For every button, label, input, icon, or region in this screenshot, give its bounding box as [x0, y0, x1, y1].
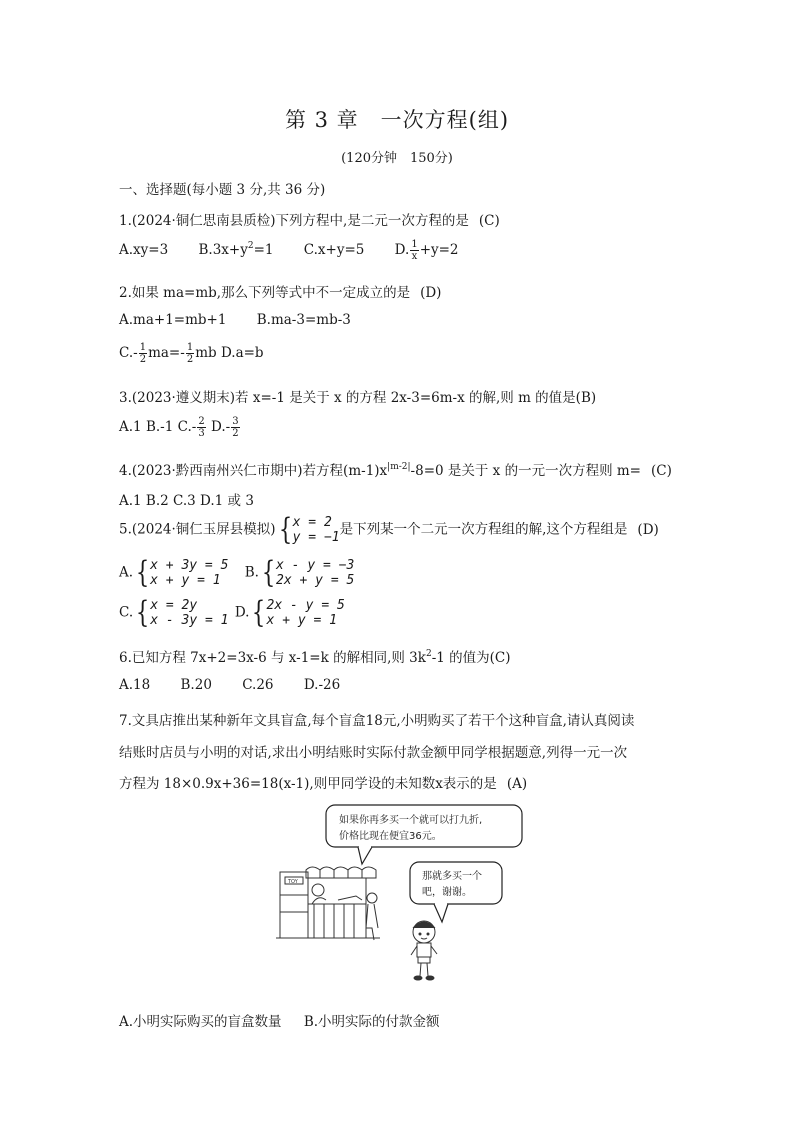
option-a: A.18	[119, 677, 151, 693]
question-3-stem: 3.(2023·遵义期末)若 x=-1 是关于 x 的方程 2x-3=6m-x 的解,则 m 的值是(B)	[119, 390, 597, 406]
section-heading: 一、选择题(每小题 3 分,共 36 分)	[119, 182, 326, 198]
option-c: C.- $\frac{2}{3}$	[177, 416, 205, 439]
page-title: 第 3 章 一次方程(组)	[284, 108, 510, 132]
option-d: D.-26	[303, 677, 341, 693]
speech-bubble-boy-line2: 吧，谢谢。	[422, 887, 472, 898]
question-2-stem: 2.如果 ma=mb,那么下列等式中不一定成立的是 (D)	[119, 285, 442, 301]
speech-bubble-boy-line1: 那就多买一个	[422, 871, 482, 882]
option-d: D.a=b	[220, 345, 264, 361]
question-7-options	[119, 1010, 466, 1030]
shop-stall-drawing	[276, 867, 380, 940]
page-subtitle: (120分钟 150分)	[341, 151, 453, 166]
question-4-options: A.1 B.2 C.3 D.1 或 3	[119, 493, 254, 509]
option-a: A.ma+1=mb+1	[119, 312, 227, 328]
option-b: B.{ x - y = −3 2x + y = 5	[244, 555, 355, 590]
option-a: A.小明实际购买的盲盒数量	[119, 1014, 282, 1030]
question-7-line-3: 方程为 18×0.9x+36=18(x-1),则甲同学设的未知数x表示的是 (A)	[119, 776, 528, 792]
question-3-options	[119, 416, 241, 439]
option-b: B.-1	[145, 419, 174, 435]
speech-bubble-clerk-line2: 价格比现在便宜36元。	[339, 831, 442, 842]
question-2-answer: (D)	[420, 285, 442, 301]
question-1-options	[119, 239, 485, 262]
question-7-line-2: 结账时店员与小明的对话,求出小明结账时实际付款金额甲同学根据题意,列得一元一次	[119, 745, 628, 761]
question-3-answer: (B)	[575, 390, 597, 406]
question-7-answer: (A)	[506, 776, 528, 792]
question-4-answer: (C)	[651, 463, 672, 479]
option-c: C.- $\frac{1}{2}$ ma=- $\frac{1}{2}$ mb	[119, 342, 217, 365]
option-b: B.20	[180, 677, 212, 693]
speech-bubble-clerk-line1: 如果你再多买一个就可以打九折,	[339, 815, 483, 826]
question-5-stem: 5.(2024·铜仁玉屏县模拟){ x = 2 y = −1 是下列某一个二元一次方程组的解,这个方程组是 (D)	[119, 512, 659, 547]
option-a: A.{ x + 3y = 5 x + y = 1	[119, 555, 229, 590]
option-d: D.{ 2x - y = 5 x + y = 1	[234, 595, 345, 630]
question-2-options-row2	[119, 342, 264, 365]
option-b: B.小明实际的付款金额	[303, 1014, 440, 1030]
option-d: D. $\frac{1}{x}$ +y=2	[394, 239, 459, 262]
question-6-answer: (C)	[489, 650, 511, 666]
option-b: $B.3x+y^2=1$	[198, 241, 274, 258]
fraction: $\frac{1}{x}$	[411, 239, 418, 262]
question-5-options-row1	[119, 555, 366, 590]
shop-dialogue-illustration	[276, 800, 526, 990]
question-5-answer: (D)	[637, 521, 659, 538]
question-5-options-row2	[119, 595, 357, 630]
question-1-stem: 1.(2024·铜仁思南县质检)下列方程中,是二元一次方程的是 (C)	[119, 213, 500, 229]
shop-sign-text: TOY	[288, 879, 298, 885]
question-1-answer: (C)	[478, 213, 500, 229]
option-b: B.ma-3=mb-3	[256, 312, 351, 328]
option-c: C.x+y=5	[303, 242, 365, 258]
boy-drawing	[411, 921, 437, 980]
question-4-stem: 4.(2023·黔西南州兴仁市期中)若方程$(m-1)x^{|m-2|}-8=0$ 是关于 x 的一元一次方程则 m= (C)	[119, 462, 672, 479]
question-7-line-1: 7.文具店推出某种新年文具盲盒,每个盲盒18元,小明购买了若干个这种盲盒,请认真阅读	[119, 713, 635, 729]
question-6-stem: 6.已知方程 7x+2=3x-6 与 x-1=k 的解相同,则 $3k^2-1$ 的值为(C)	[119, 649, 511, 666]
option-c: C.26	[242, 677, 274, 693]
question-6-options	[119, 677, 366, 693]
option-c: C.{ x = 2y x - 3y = 1	[119, 595, 229, 630]
option-a: A.xy=3	[119, 242, 169, 258]
option-a: A.1	[119, 419, 142, 435]
question-2-options-row1	[119, 312, 377, 328]
equation-system: { x = 2 y = −1	[278, 512, 340, 547]
option-d: D.- $\frac{3}{2}$	[210, 416, 239, 439]
